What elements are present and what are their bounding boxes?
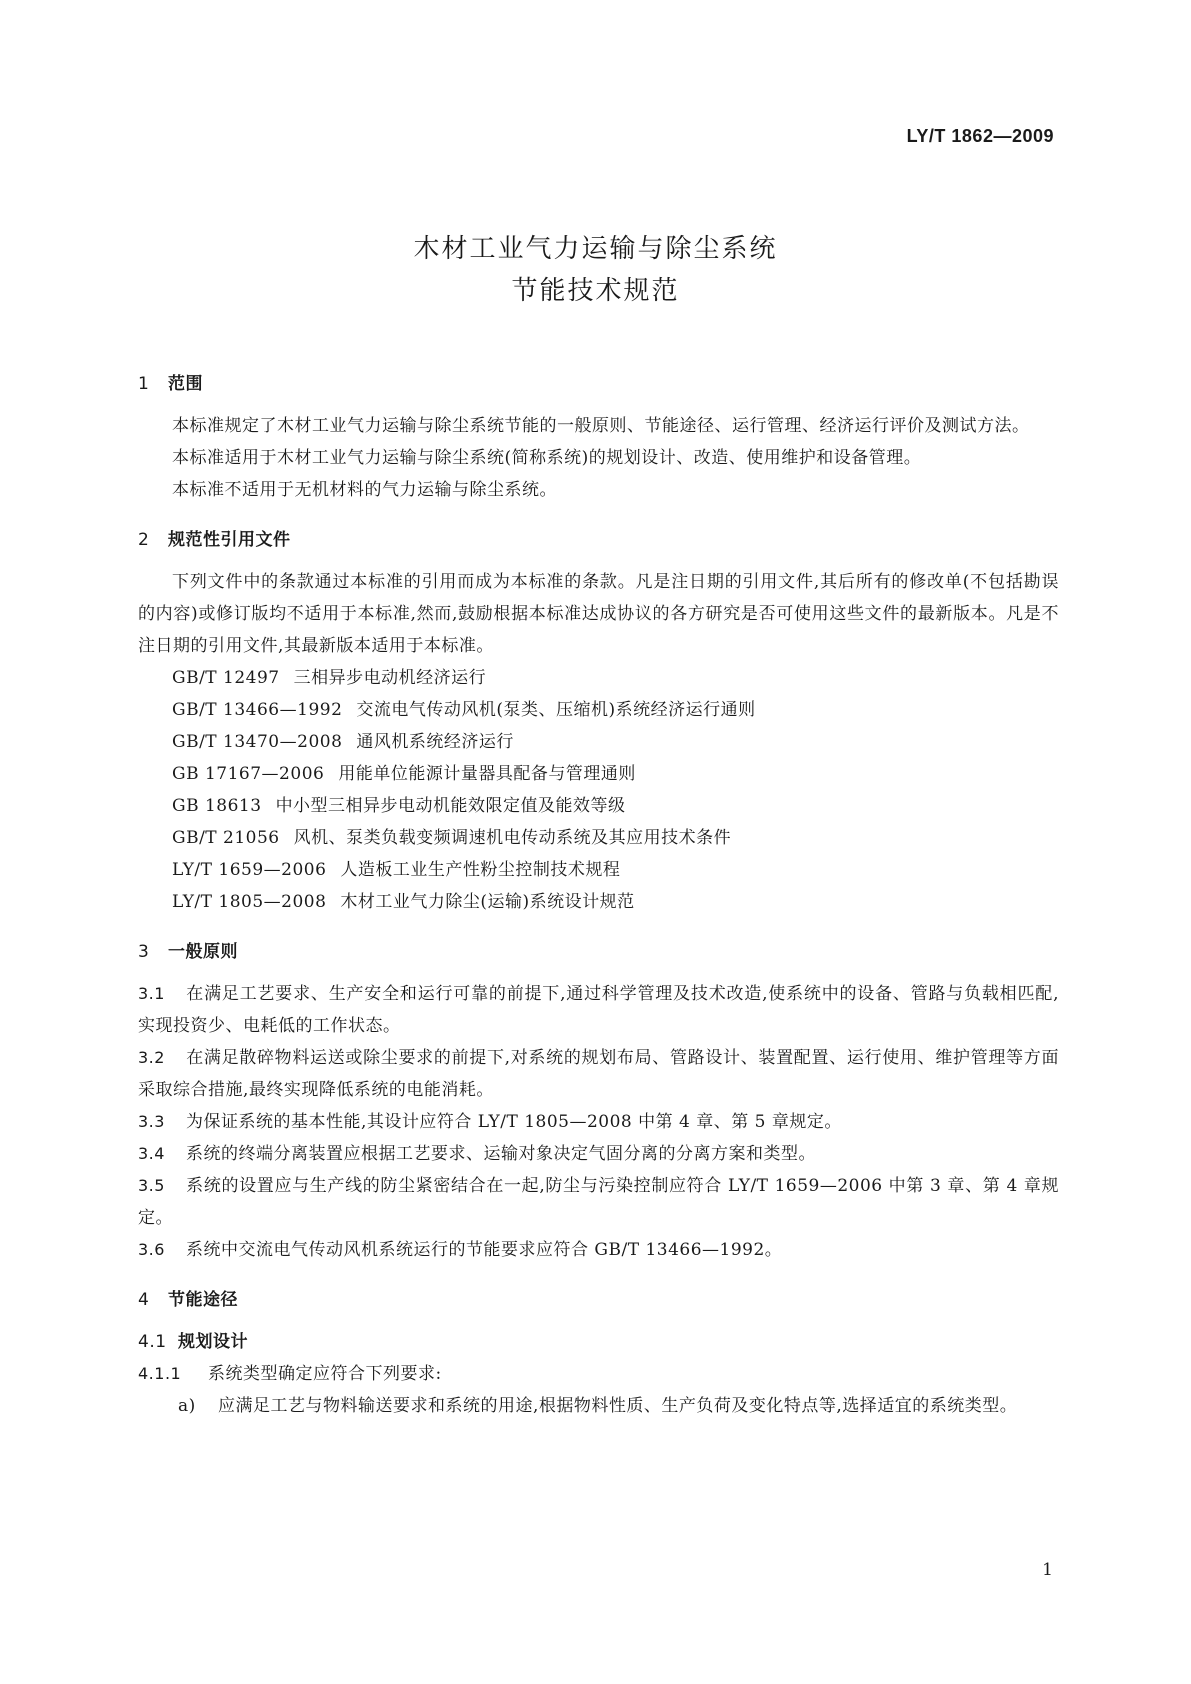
reference-item xyxy=(138,790,1059,822)
clause xyxy=(138,1042,1059,1106)
section-number: 2 xyxy=(138,530,150,550)
clause-number: 3.1 xyxy=(138,984,165,1003)
clause-text: 在满足散碎物料运送或除尘要求的前提下,对系统的规划布局、管路设计、装置配置、运行使用、维护管理等方面采取综合措施,最终实现降低系统的电能消耗。 xyxy=(138,1048,1059,1100)
clause-text: 在满足工艺要求、生产安全和运行可靠的前提下,通过科学管理及技术改造,使系统中的设备、管路与负载相匹配,实现投资少、电耗低的工作状态。 xyxy=(138,984,1059,1036)
clause-text: 系统类型确定应符合下列要求: xyxy=(208,1364,442,1384)
paragraph: 本标准不适用于无机材料的气力运输与除尘系统。 xyxy=(172,480,557,500)
section-4-heading xyxy=(138,1284,1059,1316)
document-title xyxy=(0,228,1191,312)
subsection-heading xyxy=(138,1326,1059,1358)
section-2-heading xyxy=(138,524,1059,556)
standard-code: LY/T 1862—2009 xyxy=(906,126,1054,146)
reference-code: GB/T 13466—1992 xyxy=(172,700,343,720)
list-item xyxy=(138,1390,1059,1422)
title-line-2: 节能技术规范 xyxy=(511,276,680,306)
clause xyxy=(138,978,1059,1042)
clause xyxy=(138,1106,1059,1138)
paragraph: 本标准适用于木材工业气力运输与除尘系统(简称系统)的规划设计、改造、使用维护和设备管理。 xyxy=(172,448,922,468)
clause-number: 3.2 xyxy=(138,1048,165,1067)
clause xyxy=(138,1234,1059,1266)
list-item-text: 应满足工艺与物料输送要求和系统的用途,根据物料性质、生产负荷及变化特点等,选择适宜的系统类型。 xyxy=(218,1396,1018,1416)
reference-code: GB 17167—2006 xyxy=(172,764,325,784)
reference-title: 中小型三相异步电动机能效限定值及能效等级 xyxy=(275,796,626,816)
section-number: 3 xyxy=(138,942,150,962)
page-number: 1 xyxy=(1042,1560,1053,1580)
reference-code: GB/T 13470—2008 xyxy=(172,732,343,752)
reference-code: GB/T 21056 xyxy=(172,828,280,848)
clause-number: 3.6 xyxy=(138,1240,165,1259)
reference-code: GB/T 12497 xyxy=(172,668,280,688)
reference-item xyxy=(138,886,1059,918)
reference-item xyxy=(138,726,1059,758)
reference-code: LY/T 1659—2006 xyxy=(172,860,327,880)
section-title: 规范性引用文件 xyxy=(168,530,291,550)
section-title: 节能途径 xyxy=(168,1290,238,1310)
section-number: 4 xyxy=(138,1290,150,1310)
clause-text: 系统中交流电气传动风机系统运行的节能要求应符合 GB/T 13466—1992。 xyxy=(186,1240,783,1260)
document-body xyxy=(138,368,1059,1422)
reference-title: 交流电气传动风机(泵类、压缩机)系统经济运行通则 xyxy=(356,700,756,720)
clause-number: 4.1.1 xyxy=(138,1364,182,1383)
reference-code: LY/T 1805—2008 xyxy=(172,892,327,912)
reference-item xyxy=(138,758,1059,790)
paragraph: 本标准规定了木材工业气力运输与除尘系统节能的一般原则、节能途径、运行管理、经济运行评价及测试方法。 xyxy=(172,416,1030,436)
clause xyxy=(138,1138,1059,1170)
reference-title: 人造板工业生产性粉尘控制技术规程 xyxy=(340,860,621,880)
reference-title: 三相异步电动机经济运行 xyxy=(293,668,487,688)
title-line-1: 木材工业气力运输与除尘系统 xyxy=(413,234,778,264)
reference-item xyxy=(138,694,1059,726)
section-title: 范围 xyxy=(168,374,203,394)
reference-code: GB 18613 xyxy=(172,796,262,816)
section-3-heading xyxy=(138,936,1059,968)
section-number: 1 xyxy=(138,374,150,394)
reference-title: 用能单位能源计量器具配备与管理通则 xyxy=(338,764,636,784)
list-item-marker: a) xyxy=(178,1396,196,1416)
paragraph: 下列文件中的条款通过本标准的引用而成为本标准的条款。凡是注日期的引用文件,其后所有的修改单(不包括勘误的内容)或修订版均不适用于本标准,然而,鼓励根据本标准达成协议的各方研究是否可使用这些文件的最新版本。凡是不注日期的引用文件,其最新版本适用于本标准。 xyxy=(138,572,1059,656)
clause xyxy=(138,1358,1059,1390)
subsection-number: 4.1 xyxy=(138,1332,167,1352)
reference-item xyxy=(138,854,1059,886)
clause-text: 为保证系统的基本性能,其设计应符合 LY/T 1805—2008 中第 4 章、第 5 章规定。 xyxy=(186,1112,842,1132)
reference-title: 通风机系统经济运行 xyxy=(356,732,514,752)
clause-text: 系统的设置应与生产线的防尘紧密结合在一起,防尘与污染控制应符合 LY/T 1659—2006 中第 3 章、第 4 章规定。 xyxy=(138,1176,1059,1228)
clause-number: 3.3 xyxy=(138,1112,165,1131)
reference-item xyxy=(138,822,1059,854)
clause-number: 3.4 xyxy=(138,1144,165,1163)
subsection-title: 规划设计 xyxy=(178,1332,248,1352)
clause-number: 3.5 xyxy=(138,1176,165,1195)
reference-item xyxy=(138,662,1059,694)
section-1-heading xyxy=(138,368,1059,400)
reference-title: 木材工业气力除尘(运输)系统设计规范 xyxy=(340,892,635,912)
reference-title: 风机、泵类负载变频调速机电传动系统及其应用技术条件 xyxy=(293,828,732,848)
clause-text: 系统的终端分离装置应根据工艺要求、运输对象决定气固分离的分离方案和类型。 xyxy=(186,1144,816,1164)
section-title: 一般原则 xyxy=(168,942,238,962)
clause xyxy=(138,1170,1059,1234)
